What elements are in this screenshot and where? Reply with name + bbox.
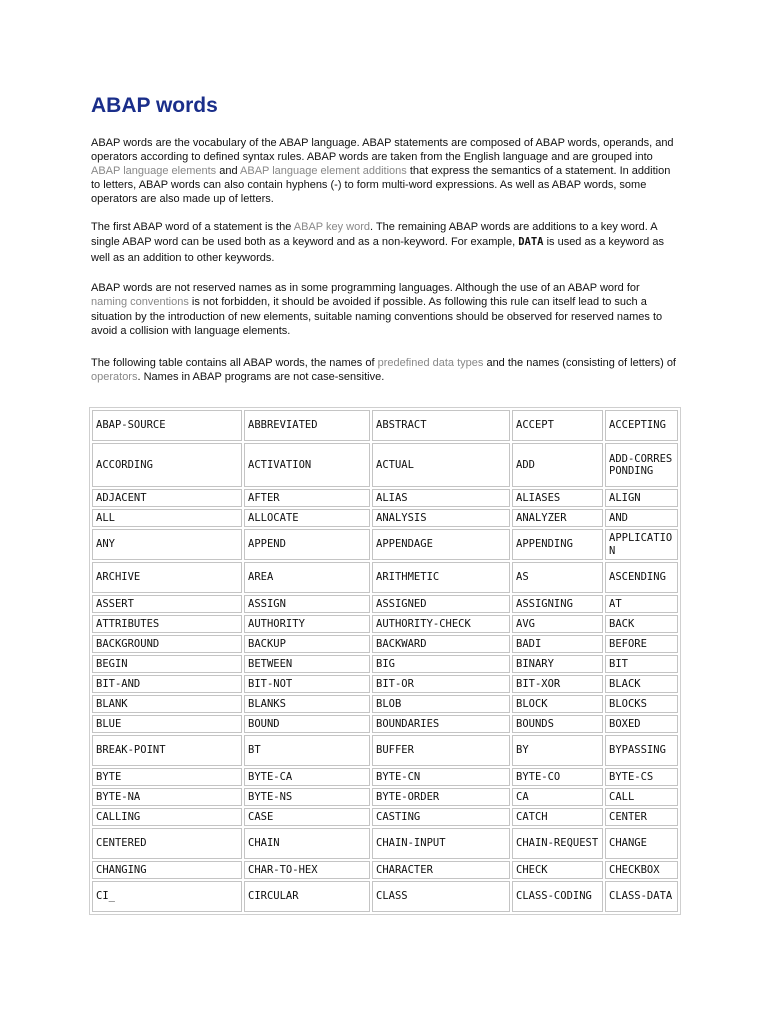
table-cell: CI_ (92, 881, 242, 912)
table-row (92, 635, 678, 653)
table-cell: APPEND (244, 529, 370, 560)
table-cell: APPENDAGE (372, 529, 510, 560)
table-cell: CHECKBOX (605, 861, 678, 879)
table-cell: BADI (512, 635, 603, 653)
table-cell: BT (244, 735, 370, 766)
table-cell: CENTERED (92, 828, 242, 859)
table-intro-paragraph (91, 356, 676, 384)
table-cell: BEFORE (605, 635, 678, 653)
keyword-data: DATA (518, 236, 544, 249)
table-cell: CIRCULAR (244, 881, 370, 912)
text: is used as a keyword as well as an addition to other keywords. (91, 236, 664, 264)
table-cell: BACKUP (244, 635, 370, 653)
table-cell: BLUE (92, 715, 242, 733)
table-row (92, 861, 678, 879)
reserved-names-paragraph (91, 281, 676, 339)
table-cell: CHANGING (92, 861, 242, 879)
table-cell: BYPASSING (605, 735, 678, 766)
table-cell: ALLOCATE (244, 509, 370, 527)
table-cell: BIT-XOR (512, 675, 603, 693)
table-cell: BEGIN (92, 655, 242, 673)
table-cell: CALL (605, 788, 678, 806)
table-cell: ACCEPTING (605, 410, 678, 441)
table-cell: BOUNDARIES (372, 715, 510, 733)
table-cell: BACKWARD (372, 635, 510, 653)
table-cell: BYTE-CN (372, 768, 510, 786)
text: . Names in ABAP programs are not case-sensitive. (137, 370, 385, 383)
table-cell: CLASS-CODING (512, 881, 603, 912)
table-cell: BYTE-CA (244, 768, 370, 786)
table-cell: BYTE-ORDER (372, 788, 510, 806)
table-row (92, 715, 678, 733)
table-cell: BLANKS (244, 695, 370, 713)
table-cell: ASSIGN (244, 595, 370, 613)
intro-paragraph (91, 136, 676, 206)
table-cell: CLASS-DATA (605, 881, 678, 912)
table-cell: BYTE-CS (605, 768, 678, 786)
table-cell: BLOCKS (605, 695, 678, 713)
table-cell: AVG (512, 615, 603, 633)
table-cell: APPENDING (512, 529, 603, 560)
table-cell: ASSERT (92, 595, 242, 613)
table-row (92, 509, 678, 527)
table-cell: BLOCK (512, 695, 603, 713)
table-cell: CHAIN-INPUT (372, 828, 510, 859)
text: is not forbidden, it should be avoided if possible. As following this rule can itself lead to such a situation by the introduction of new elements, suitable naming conventions should be observed for reserved names to avoid a collision with language elements. (91, 296, 663, 338)
table-row (92, 735, 678, 766)
table-cell: ATTRIBUTES (92, 615, 242, 633)
table-cell: ARITHMETIC (372, 562, 510, 593)
table-cell: CHANGE (605, 828, 678, 859)
table-row (92, 881, 678, 912)
table-cell: BIT-NOT (244, 675, 370, 693)
table-row (92, 410, 678, 441)
table-cell: CLASS (372, 881, 510, 912)
table-cell: CASE (244, 808, 370, 826)
table-cell: BINARY (512, 655, 603, 673)
table-cell: AS (512, 562, 603, 593)
table-cell: BOUNDS (512, 715, 603, 733)
table-cell: ALL (92, 509, 242, 527)
table-cell: BIT (605, 655, 678, 673)
table-cell: ABBREVIATED (244, 410, 370, 441)
table-row (92, 675, 678, 693)
table-cell: BLACK (605, 675, 678, 693)
table-cell: BIT-AND (92, 675, 242, 693)
table-cell: BYTE (92, 768, 242, 786)
table-cell: BACK (605, 615, 678, 633)
table-cell: ACTIVATION (244, 443, 370, 487)
table-cell: ADD-CORRESPONDING (605, 443, 678, 487)
table-cell: ABSTRACT (372, 410, 510, 441)
table-cell: BYTE-NS (244, 788, 370, 806)
table-cell: AFTER (244, 489, 370, 507)
page-content (91, 92, 676, 384)
table-cell: ASSIGNING (512, 595, 603, 613)
keyword-paragraph (91, 220, 676, 266)
table-cell: BYTE-CO (512, 768, 603, 786)
table-cell: ARCHIVE (92, 562, 242, 593)
table-cell: BOUND (244, 715, 370, 733)
link-naming-conventions[interactable]: naming conventions (91, 296, 189, 309)
table-row (92, 788, 678, 806)
link-abap-key-word[interactable]: ABAP key word (293, 221, 371, 233)
table-cell: ACCEPT (512, 410, 603, 441)
table-row (92, 655, 678, 673)
table-cell: CALLING (92, 808, 242, 826)
table-cell: CHECK (512, 861, 603, 879)
table-cell: ACTUAL (372, 443, 510, 487)
table-cell: BYTE-NA (92, 788, 242, 806)
table-cell: CENTER (605, 808, 678, 826)
abap-words-table-body (92, 410, 678, 912)
table-cell: ALIASES (512, 489, 603, 507)
table-cell: CHAR-TO-HEX (244, 861, 370, 879)
table-cell: AT (605, 595, 678, 613)
table-cell: BETWEEN (244, 655, 370, 673)
table-cell: CASTING (372, 808, 510, 826)
link-predefined-data-types[interactable]: predefined data types (377, 356, 484, 369)
table-cell: AUTHORITY (244, 615, 370, 633)
text: The following table contains all ABAP words, the names of (91, 356, 378, 369)
table-cell: BUFFER (372, 735, 510, 766)
table-cell: ADJACENT (92, 489, 242, 507)
table-row (92, 808, 678, 826)
table-cell: AREA (244, 562, 370, 593)
text: and the names (consisting of letters) of (483, 356, 676, 369)
text: . The remaining ABAP words are additions to a key word. A single ABAP word can be used both as a keyword and as a non-keyword. For example, (91, 221, 658, 249)
table-cell: ABAP-SOURCE (92, 410, 242, 441)
table-cell: AUTHORITY-CHECK (372, 615, 510, 633)
table-cell: BACKGROUND (92, 635, 242, 653)
text: The first ABAP word of a statement is the (91, 221, 294, 233)
table-cell: APPLICATION (605, 529, 678, 560)
table-row (92, 768, 678, 786)
table-cell: ANY (92, 529, 242, 560)
table-cell: ACCORDING (92, 443, 242, 487)
table-cell: CHARACTER (372, 861, 510, 879)
table-cell: BIG (372, 655, 510, 673)
table-row (92, 489, 678, 507)
table-row (92, 615, 678, 633)
table-cell: CA (512, 788, 603, 806)
table-cell: ANALYZER (512, 509, 603, 527)
table-cell: ADD (512, 443, 603, 487)
link-language-elements[interactable]: ABAP language elements (91, 165, 217, 177)
table-cell: AND (605, 509, 678, 527)
text: that express the semantics of a statement. In addition to letters, ABAP words can also contain hyphens (-) to form multi-word expressions. As well as ABAP words, some operators are also made up of letters. (91, 165, 671, 205)
page-title: ABAP words (91, 94, 218, 117)
link-language-element-additions[interactable]: ABAP language element additions (240, 165, 407, 177)
table-cell: BLANK (92, 695, 242, 713)
link-operators[interactable]: operators (91, 370, 138, 383)
abap-words-table (89, 407, 681, 915)
table-cell: CHAIN (244, 828, 370, 859)
table-row (92, 529, 678, 560)
table-row (92, 828, 678, 859)
table-cell: ASSIGNED (372, 595, 510, 613)
table-row (92, 595, 678, 613)
text: ABAP words are the vocabulary of the ABAP language. ABAP statements are composed of ABAP words, operands, and operators according to defined syntax rules. ABAP words are taken from the English language and are grouped into (91, 137, 674, 163)
table-cell: BREAK-POINT (92, 735, 242, 766)
text: ABAP words are not reserved names as in some programming languages. Although the use of an ABAP word for (91, 281, 640, 294)
table-cell: BOXED (605, 715, 678, 733)
table-row (92, 695, 678, 713)
table-cell: BY (512, 735, 603, 766)
table-row (92, 562, 678, 593)
table-cell: ASCENDING (605, 562, 678, 593)
table-cell: BIT-OR (372, 675, 510, 693)
text: and (216, 165, 241, 177)
table-cell: ALIAS (372, 489, 510, 507)
table-cell: CATCH (512, 808, 603, 826)
table-cell: ALIGN (605, 489, 678, 507)
table-cell: ANALYSIS (372, 509, 510, 527)
table-cell: BLOB (372, 695, 510, 713)
table-row (92, 443, 678, 487)
table-cell: CHAIN-REQUEST (512, 828, 603, 859)
